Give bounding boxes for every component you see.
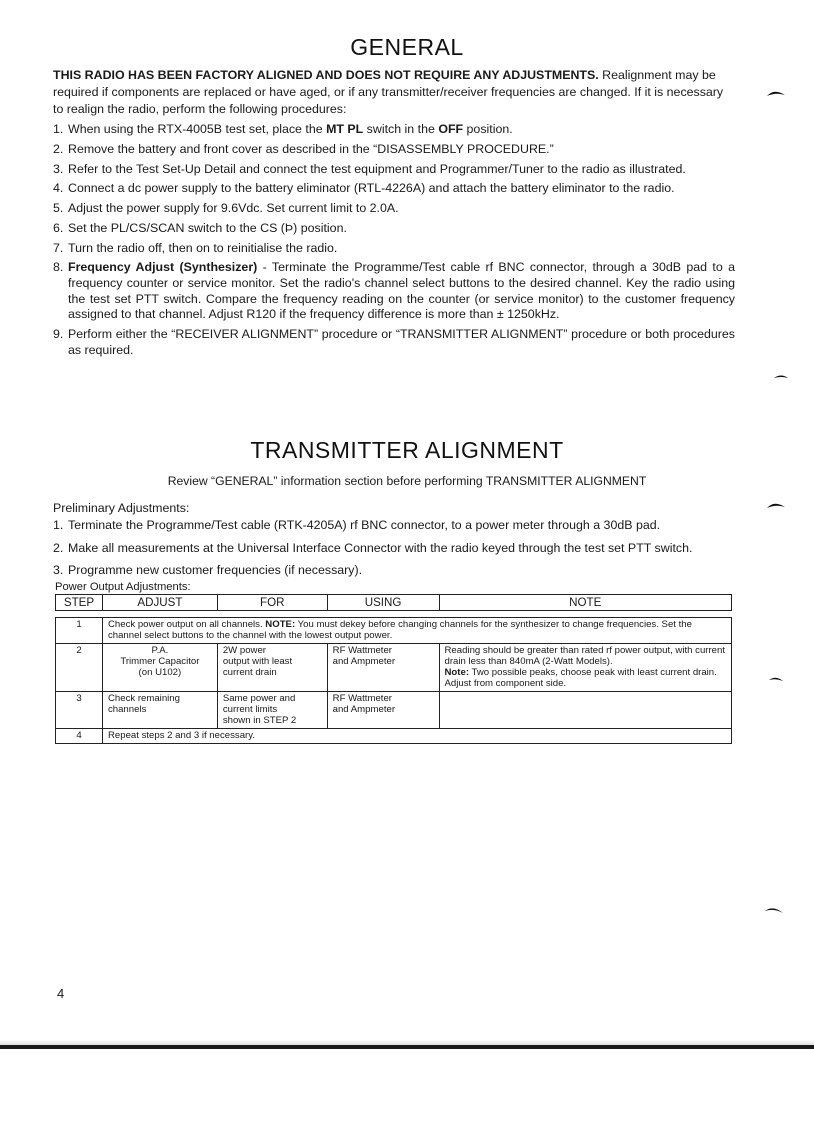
using-cell: RF Wattmeter and Ampmeter — [327, 644, 439, 692]
header-using: USING — [327, 595, 439, 611]
header-note: NOTE — [439, 595, 732, 611]
general-intro — [53, 67, 733, 117]
table-row — [56, 692, 732, 729]
for-cell: Same power and current limits shown in STEP 2 — [217, 692, 327, 729]
preliminary-steps-list — [53, 518, 735, 586]
list-item: 2. Remove the battery and front cover as described in the “DISASSEMBLY PROCEDURE.” — [53, 141, 554, 156]
header-for: FOR — [217, 595, 327, 611]
factory-aligned-notice: THIS RADIO HAS BEEN FACTORY ALIGNED AND DOES NOT REQUIRE ANY ADJUSTMENTS. — [53, 68, 599, 82]
list-item: 9. Perform either the “RECEIVER ALIGNMENT” procedure or “TRANSMITTER ALIGNMENT” procedure or both procedures as required. — [53, 327, 735, 357]
list-item: 5. Adjust the power supply for 9.6Vdc. Set current limit to 2.0A. — [53, 201, 399, 216]
intro-text: Realignment may be required if components are replaced or have aged, or if any transmitter/receiver frequencies are changed. If it is necessary to realign the radio, perform the following procedures: — [53, 68, 724, 116]
transmitter-section-title: TRANSMITTER ALIGNMENT — [250, 437, 564, 463]
preliminary-adjustments-heading: Preliminary Adjustments: — [53, 501, 190, 515]
step-cell: 1 — [56, 618, 103, 644]
note-cell: Reading should be greater than rated rf power output, with current drain less than 840mA (2-Watt Models). Note: Two possible peaks, choose peak with least current drain. Adjust from component side. — [439, 644, 732, 692]
table-row — [56, 618, 732, 644]
power-output-table — [55, 594, 732, 744]
step-cell: 2 — [56, 644, 103, 692]
adjust-cell: Check remaining channels — [102, 692, 217, 729]
header-step: STEP — [56, 595, 103, 611]
table-spacer — [56, 611, 732, 618]
punch-mark-icon — [766, 500, 786, 510]
list-item: 1. Terminate the Programme/Test cable (RTK-4205A) rf BNC connector, to a power meter through a 30dB pad. — [53, 518, 661, 532]
using-cell: RF Wattmeter and Ampmeter — [327, 692, 439, 729]
general-section-title: GENERAL — [350, 34, 464, 60]
table-row — [56, 644, 732, 692]
step-4-instructions: Repeat steps 2 and 3 if necessary. — [102, 729, 731, 744]
review-note: Review “GENERAL” information section before performing TRANSMITTER ALIGNMENT — [167, 474, 647, 488]
scan-edge-line — [0, 1045, 814, 1049]
table-header-row — [56, 595, 732, 611]
list-item: 4. Connect a dc power supply to the battery eliminator (RTL-4226A) and attach the battery eliminator to the radio. — [53, 181, 675, 196]
list-item: 8. Frequency Adjust (Synthesizer) - Terminate the Programme/Test cable rf BNC connector, through a 30dB pad to a frequency counter or service monitor. Set the radio's channel select buttons to the desired channel. Key the radio using the test set PTT switch. Compare the frequency reading on the counter (or service monitor) to the customer frequency assigned to that channel. Adjust R120 if the frequency difference is more than ± 1250kHz. — [53, 260, 736, 322]
table-caption: Power Output Adjustments: — [55, 581, 191, 593]
list-item: 7. Turn the radio off, then on to reinitialise the radio. — [53, 240, 338, 255]
header-adjust: ADJUST — [102, 595, 217, 611]
list-item: 3. Programme new customer frequencies (if necessary). — [53, 563, 363, 578]
note-cell — [439, 692, 732, 729]
for-cell: 2W power output with least current drain — [217, 644, 327, 692]
page-number: 4 — [57, 986, 65, 1001]
step-1-instructions: Check power output on all channels. NOTE: You must dekey before changing channels for the synthesizer to change frequencies. Set the channel select buttons to the channel with the lowest output power. — [102, 618, 731, 644]
list-item: 3. Refer to the Test Set-Up Detail and connect the test equipment and Programmer/Tuner to the radio as illustrated. — [53, 161, 686, 176]
punch-mark-icon — [768, 674, 788, 684]
step-cell: 4 — [56, 729, 103, 744]
list-item: 2. Make all measurements at the Universal Interface Connector with the radio keyed through the test set PTT switch. — [53, 540, 693, 555]
step-cell: 3 — [56, 692, 103, 729]
general-procedure-list — [53, 122, 735, 362]
adjust-cell: P.A. Trimmer Capacitor (on U102) — [102, 644, 217, 692]
list-item: 6. Set the PL/CS/SCAN switch to the CS (Þ) position. — [53, 220, 347, 235]
punch-mark-icon — [764, 905, 784, 915]
list-item: 1. When using the RTX-4005B test set, place the MT PL switch in the OFF position. — [53, 122, 513, 136]
punch-mark-icon — [766, 88, 786, 98]
punch-mark-icon — [773, 372, 793, 382]
table-row — [56, 729, 732, 744]
